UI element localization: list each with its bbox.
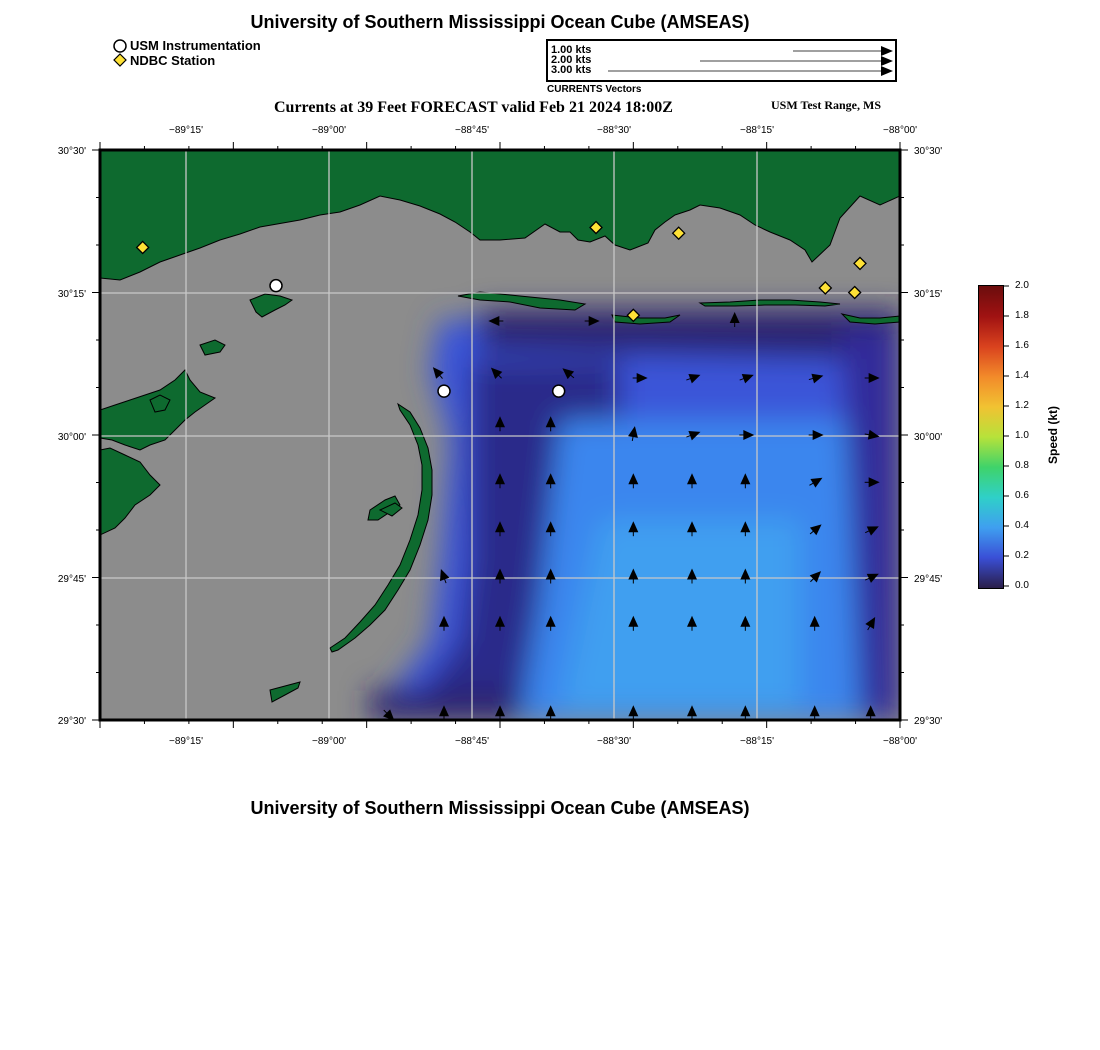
cb-tick-10: 1.0 [1015,430,1029,441]
vector-key-label-2: 2.00 kts [551,54,592,66]
colorbar [978,285,1004,589]
cb-tick-14: 1.4 [1015,370,1029,381]
cb-tick-12: 1.2 [1015,400,1029,411]
vector-key-label-1: 1.00 kts [551,44,592,56]
x-tick-bottom-3: −88°45' [455,736,489,747]
x-tick-top-3: −88°45' [455,125,489,136]
y-tick-left-4: 29°45' [57,574,86,585]
cb-tick-16: 1.6 [1015,340,1029,351]
vector-key-label-3: 3.00 kts [551,64,592,76]
colorbar-label: Speed (kt) [1046,406,1060,465]
x-tick-top-6: −88°00' [883,125,917,136]
x-tick-top-4: −88°30' [597,125,631,136]
y-tick-left-1: 30°30' [57,146,86,157]
speed-field [370,310,900,720]
x-tick-bottom-5: −88°15' [740,736,774,747]
x-tick-bottom-2: −89°00' [312,736,346,747]
colorbar-ticks [1003,280,1043,592]
usm-legend-label: USM Instrumentation [130,38,261,53]
x-tick-top-1: −89°15' [169,125,203,136]
top-title: University of Southern Mississippi Ocean Cube (AMSEAS) [250,12,750,32]
y-tick-right-3: 30°00' [914,432,943,443]
usm-station-marker [438,385,450,397]
y-tick-right-1: 30°30' [914,146,943,157]
ndbc-legend-label: NDBC Station [130,53,216,68]
x-tick-bottom-1: −89°15' [169,736,203,747]
cb-tick-20: 2.0 [1015,280,1029,291]
y-tick-left-5: 29°30' [57,716,86,727]
usm-station-marker [553,385,565,397]
y-tick-right-2: 30°15' [914,289,943,300]
y-tick-left-2: 30°15' [57,289,86,300]
usm-station-marker [270,280,282,292]
cb-tick-00: 0.0 [1015,580,1029,591]
cb-tick-06: 0.6 [1015,490,1029,501]
cb-tick-18: 1.8 [1015,310,1029,321]
cb-tick-08: 0.8 [1015,460,1029,471]
cb-tick-04: 0.4 [1015,520,1029,531]
y-tick-right-4: 29°45' [914,574,943,585]
x-tick-bottom-4: −88°30' [597,736,631,747]
x-tick-top-5: −88°15' [740,125,774,136]
map-subtitle: Currents at 39 Feet FORECAST valid Feb 21 2024 18:00Z [274,99,673,116]
cb-tick-02: 0.2 [1015,550,1029,561]
vector-key-title: CURRENTS Vectors [547,84,642,95]
y-tick-left-3: 30°00' [57,432,86,443]
cb-tick-marks [1003,280,1013,592]
region-label: USM Test Range, MS [771,98,882,112]
x-tick-top-2: −89°00' [312,125,346,136]
x-tick-bottom-6: −88°00' [883,736,917,747]
bottom-title: University of Southern Mississippi Ocean Cube (AMSEAS) [250,798,750,818]
colorbar-gradient [979,286,1003,588]
y-tick-right-5: 29°30' [914,716,943,727]
